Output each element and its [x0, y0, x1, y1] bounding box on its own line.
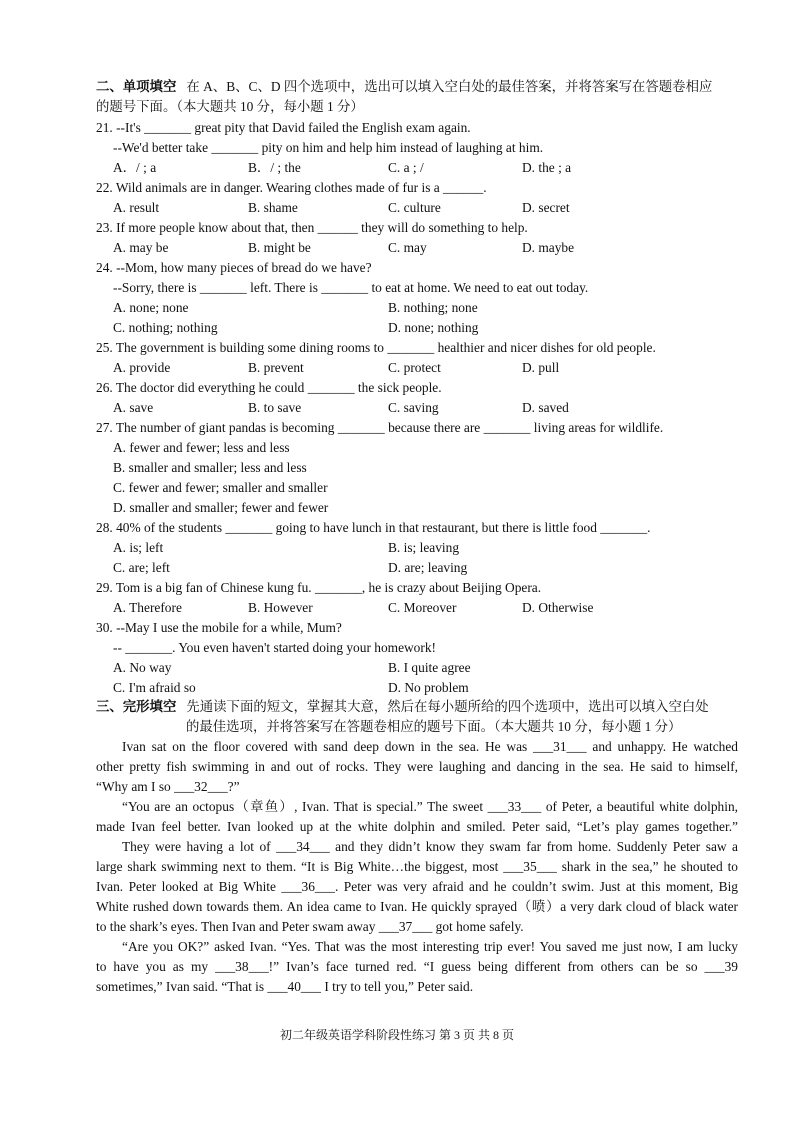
q29-stem: 29. Tom is a big fan of Chinese kung fu. _______, he is crazy about Beijing Opera. [96, 580, 542, 595]
page-footer: 初二年级英语学科阶段性练习 第 3 页 共 8 页 [279, 1028, 514, 1042]
q24-stem: 24. --Mom, how many pieces of bread do we have? [96, 260, 372, 275]
q30-option-c: C. I'm afraid so [113, 680, 196, 695]
passage-line: “Why am I so ___32___?” [96, 779, 240, 794]
q27-stem: 27. The number of giant pandas is becoming _______ because there are _______ living areas for wildlife. [96, 420, 664, 435]
q27-option-d: D. smaller and smaller; fewer and fewer [113, 500, 329, 515]
section3-instruction-1: 先通读下面的短文，掌握其大意，然后在每小题所给的四个选项中，选出可以填入空白处 [186, 699, 709, 714]
passage-line: Ivan. Peter looked at Big White ___36___. Peter was very afraid and he couldn’t swim. Just at this moment, Big [96, 879, 738, 894]
section3-instruction-2: 的最佳选项，并将答案写在答题卷相应的题号下面。（本大题共 10 分，每小题 1 分） [186, 719, 682, 734]
passage-line: They were having a lot of ___34___ and they didn’t know they swam far from home. Suddenly Peter saw a [122, 839, 738, 854]
q23-option-c: C. may [388, 240, 427, 255]
passage-line: “You are an octopus（章鱼）, Ivan. That is special.” The sweet ___33___ of Peter, a beautiful white dolphin, [122, 799, 738, 814]
q23-stem: 23. If more people know about that, then ______ they will do something to help. [96, 220, 528, 235]
q29-option-d: D. Otherwise [522, 600, 594, 615]
section2-instruction-1: 在 A、B、C、D 四个选项中，选出可以填入空白处的最佳答案，并将答案写在答题卷相应 [186, 79, 713, 94]
q21-option-b: B．/ ; the [248, 160, 301, 175]
q25-option-d: D. pull [522, 360, 560, 375]
q21-stem-2: --We'd better take _______ pity on him and help him instead of laughing at him. [113, 140, 544, 155]
q21-stem: 21. --It's _______ great pity that David failed the English exam again. [96, 120, 471, 135]
q27-option-a: A. fewer and fewer; less and less [113, 440, 290, 455]
q25-option-a: A. provide [113, 360, 171, 375]
passage-line: other pretty fish swimming in and out of rocks. They were laughing and dancing in the sea. He said to himself, [96, 759, 738, 774]
section3-heading-line [96, 697, 709, 717]
q22-option-b: B. shame [248, 200, 298, 215]
q30-option-d: D. No problem [388, 680, 469, 695]
q23-option-a: A. may be [113, 240, 169, 255]
q28-option-d: D. are; leaving [388, 560, 468, 575]
q29-option-b: B. However [248, 600, 313, 615]
q28-option-c: C. are; left [113, 560, 170, 575]
q27-option-c: C. fewer and fewer; smaller and smaller [113, 480, 328, 495]
q26-option-c: C. saving [388, 400, 439, 415]
q22-option-d: D. secret [522, 200, 570, 215]
q24-option-d: D. none; nothing [388, 320, 479, 335]
q27-option-b: B. smaller and smaller; less and less [113, 460, 307, 475]
q24-option-a: A. none; none [113, 300, 189, 315]
passage-line: White rushed down towards them. An idea came to Ivan. He quickly sprayed（喷）a very dark cloud of black water [96, 899, 738, 914]
q24-stem-2: --Sorry, there is _______ left. There is _______ to eat at home. We need to eat out today. [113, 280, 589, 295]
q22-stem: 22. Wild animals are in danger. Wearing clothes made of fur is a ______. [96, 180, 487, 195]
passage-line: Ivan sat on the floor covered with sand deep down in the sea. He was ___31___ and unhappy. He watched [122, 739, 738, 754]
passage-line: to the shark’s eyes. Then Ivan and Peter swam away ___37___ got home safely. [96, 919, 524, 934]
passage-line: made Ivan feel better. Ivan looked up at the white dolphin and smiled. Peter said, “Let’s play games together.” [96, 819, 738, 834]
q26-option-b: B. to save [248, 400, 302, 415]
q28-option-b: B. is; leaving [388, 540, 460, 555]
q21-option-a: A．/ ; a [113, 160, 157, 175]
q23-option-d: D. maybe [522, 240, 575, 255]
q23-option-b: B. might be [248, 240, 311, 255]
section2-instruction-2: 的题号下面。（本大题共 10 分，每小题 1 分） [96, 99, 364, 114]
section2-heading-line [96, 77, 712, 97]
q25-option-b: B. prevent [248, 360, 304, 375]
q29-option-c: C. Moreover [388, 600, 457, 615]
q30-option-a: A. No way [113, 660, 172, 675]
q28-option-a: A. is; left [113, 540, 164, 555]
section2-header: 二、单项填空 [96, 79, 177, 94]
q26-option-a: A. save [113, 400, 154, 415]
section3-header: 三、完形填空 [96, 699, 177, 714]
q22-option-c: C. culture [388, 200, 441, 215]
q25-stem: 25. The government is building some dining rooms to _______ healthier and nicer dishes for old people. [96, 340, 656, 355]
q21-option-c: C. a ; / [388, 160, 424, 175]
q24-option-b: B. nothing; none [388, 300, 478, 315]
q28-stem: 28. 40% of the students _______ going to have lunch in that restaurant, but there is little food _______. [96, 520, 651, 535]
q30-option-b: B. I quite agree [388, 660, 471, 675]
q30-stem: 30. --May I use the mobile for a while, Mum? [96, 620, 342, 635]
q30-stem-2: -- _______. You even haven't started doing your homework! [113, 640, 436, 655]
q25-option-c: C. protect [388, 360, 441, 375]
q22-option-a: A. result [113, 200, 160, 215]
q21-option-d: D. the ; a [522, 160, 572, 175]
passage-line: to have you as my ___38___!” Ivan’s face turned red. “I guess being different from others can be so ___39 [96, 959, 738, 974]
q26-option-d: D. saved [522, 400, 569, 415]
q29-option-a: A. Therefore [113, 600, 182, 615]
q26-stem: 26. The doctor did everything he could _______ the sick people. [96, 380, 442, 395]
passage-line: “Are you OK?” asked Ivan. “Yes. That was the most interesting trip ever! You saved me just now, I am lucky [122, 939, 738, 954]
q24-option-c: C. nothing; nothing [113, 320, 218, 335]
passage-line: large shark swimming next to them. “It is Big White…the biggest, most ___35___ shark in the sea,” he shouted to [96, 859, 738, 874]
passage-line: sometimes,” Ivan said. “That is ___40___ I try to tell you,” Peter said. [96, 979, 474, 994]
